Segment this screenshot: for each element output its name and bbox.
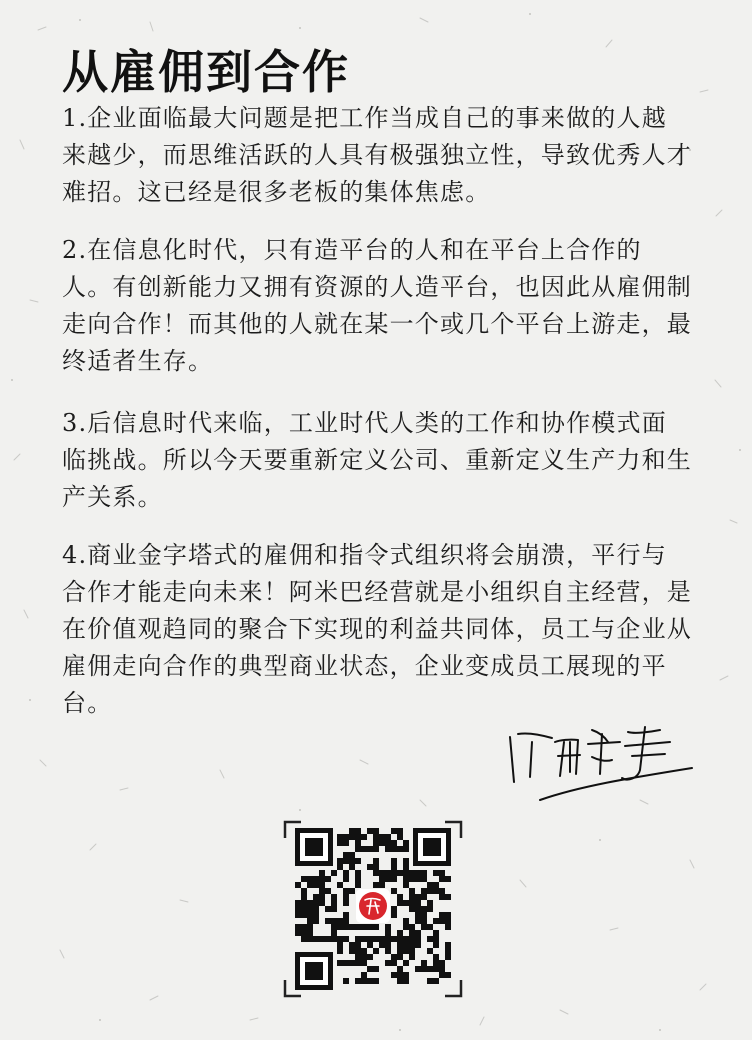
qr-module xyxy=(403,864,409,870)
qr-module xyxy=(415,966,421,972)
qr-module xyxy=(403,870,409,876)
qr-module xyxy=(415,870,421,876)
handwritten-signature xyxy=(500,712,700,807)
qr-module xyxy=(379,882,385,888)
qr-module xyxy=(409,894,415,900)
qr-module xyxy=(409,876,415,882)
qr-module xyxy=(361,954,367,960)
qr-module xyxy=(349,864,355,870)
qr-module xyxy=(433,888,439,894)
qr-module xyxy=(355,858,361,864)
qr-module xyxy=(439,918,445,924)
qr-module xyxy=(385,834,391,840)
qr-module xyxy=(349,828,355,834)
qr-module xyxy=(367,966,373,972)
qr-module xyxy=(349,948,355,954)
qr-module xyxy=(355,948,361,954)
qr-module xyxy=(373,870,379,876)
qr-module xyxy=(385,942,391,948)
qr-module xyxy=(325,906,331,912)
qr-module xyxy=(367,978,373,984)
qr-module xyxy=(301,906,307,912)
qr-module xyxy=(397,972,403,978)
qr-module xyxy=(415,936,421,942)
qr-module xyxy=(367,942,373,948)
qr-module xyxy=(385,870,391,876)
qr-center-logo xyxy=(356,889,390,923)
qr-module xyxy=(409,942,415,948)
qr-module xyxy=(355,870,361,876)
qr-module xyxy=(325,936,331,942)
qr-code xyxy=(283,820,463,998)
qr-module xyxy=(373,966,379,972)
qr-module xyxy=(343,870,349,876)
qr-module xyxy=(367,936,373,942)
qr-module xyxy=(295,924,301,930)
qr-module xyxy=(301,888,307,894)
qr-module xyxy=(343,960,349,966)
qr-module xyxy=(313,912,319,918)
qr-module xyxy=(397,870,403,876)
qr-module xyxy=(373,858,379,864)
qr-module xyxy=(331,870,337,876)
qr-module xyxy=(313,918,319,924)
qr-module xyxy=(391,954,397,960)
qr-module xyxy=(379,936,385,942)
qr-module xyxy=(409,906,415,912)
qr-module xyxy=(415,912,421,918)
qr-module xyxy=(403,882,409,888)
qr-module xyxy=(355,828,361,834)
qr-module xyxy=(397,978,403,984)
qr-module xyxy=(373,846,379,852)
qr-module xyxy=(427,948,433,954)
qr-module xyxy=(439,960,445,966)
qr-module xyxy=(403,948,409,954)
qr-module xyxy=(427,924,433,930)
qr-module xyxy=(391,858,397,864)
qr-module xyxy=(373,948,379,954)
qr-module xyxy=(301,936,307,942)
qr-module xyxy=(355,960,361,966)
qr-module xyxy=(397,834,403,840)
qr-module xyxy=(343,876,349,882)
qr-module xyxy=(409,936,415,942)
qr-module xyxy=(355,954,361,960)
qr-module xyxy=(337,858,343,864)
qr-module xyxy=(427,966,433,972)
qr-module xyxy=(343,840,349,846)
qr-module xyxy=(343,912,349,918)
qr-module xyxy=(397,930,403,936)
qr-module xyxy=(433,882,439,888)
qr-module xyxy=(445,924,451,930)
qr-module xyxy=(385,846,391,852)
qr-module xyxy=(427,882,433,888)
qr-module xyxy=(409,888,415,894)
qr-module xyxy=(343,894,349,900)
paragraph-3: 3.后信息时代来临，工业时代人类的工作和协作模式面临挑战。所以今天要重新定义公司、重新定义生产力和生产关系。 xyxy=(62,409,692,511)
qr-module xyxy=(415,942,421,948)
qr-module xyxy=(343,900,349,906)
qr-module xyxy=(433,960,439,966)
qr-module xyxy=(445,876,451,882)
qr-module xyxy=(313,894,319,900)
qr-module xyxy=(361,834,367,840)
qr-module xyxy=(397,900,403,906)
qr-module xyxy=(313,876,319,882)
qr-module xyxy=(313,936,319,942)
qr-module xyxy=(391,828,397,834)
qr-module xyxy=(433,870,439,876)
qr-module xyxy=(331,906,337,912)
qr-module xyxy=(385,840,391,846)
qr-module xyxy=(373,978,379,984)
qr-module xyxy=(361,924,367,930)
qr-module xyxy=(367,864,373,870)
qr-module xyxy=(433,918,439,924)
paragraph-4: 4.商业金字塔式的雇佣和指令式组织将会崩溃，平行与合作才能走向未来！阿米巴经营就是小组织自主经营，是在价值观趋同的聚合下实现的利益共同体，员工与企业从雇佣走向合作的典型商业状态，企业变成员工展现的平台。 xyxy=(62,541,692,717)
qr-module xyxy=(343,918,349,924)
qr-module xyxy=(421,924,427,930)
qr-module xyxy=(307,912,313,918)
qr-module xyxy=(349,960,355,966)
qr-module xyxy=(403,858,409,864)
qr-module xyxy=(295,912,301,918)
qr-module xyxy=(319,900,325,906)
qr-module xyxy=(307,936,313,942)
qr-module xyxy=(421,870,427,876)
qr-module xyxy=(295,900,301,906)
qr-module xyxy=(415,906,421,912)
page-title: 从雇佣到合作 xyxy=(62,45,350,99)
qr-module xyxy=(343,858,349,864)
qr-module xyxy=(379,834,385,840)
qr-module xyxy=(403,960,409,966)
qr-module xyxy=(403,900,409,906)
qr-module xyxy=(355,936,361,942)
qr-module xyxy=(385,930,391,936)
qr-module xyxy=(367,954,373,960)
qr-module xyxy=(319,882,325,888)
qr-module xyxy=(391,840,397,846)
qr-module xyxy=(307,918,313,924)
qr-module xyxy=(403,876,409,882)
qr-module xyxy=(421,888,427,894)
qr-module xyxy=(391,864,397,870)
qr-finder-top-left xyxy=(295,828,333,866)
qr-module xyxy=(385,948,391,954)
qr-module xyxy=(415,930,421,936)
qr-module xyxy=(427,936,433,942)
qr-module xyxy=(343,936,349,942)
qr-module xyxy=(307,900,313,906)
qr-module xyxy=(427,888,433,894)
qr-module xyxy=(409,954,415,960)
qr-module xyxy=(343,888,349,894)
qr-module xyxy=(421,918,427,924)
qr-module xyxy=(325,876,331,882)
qr-module xyxy=(367,846,373,852)
qr-module xyxy=(373,840,379,846)
qr-module xyxy=(391,888,397,894)
qr-module xyxy=(325,888,331,894)
qr-module xyxy=(409,948,415,954)
qr-module xyxy=(343,978,349,984)
qr-module xyxy=(343,834,349,840)
qr-module xyxy=(409,924,415,930)
qr-module xyxy=(379,840,385,846)
qr-module xyxy=(373,834,379,840)
qr-module xyxy=(427,900,433,906)
qr-module xyxy=(367,828,373,834)
qr-module xyxy=(391,936,397,942)
qr-module xyxy=(403,840,409,846)
qr-module xyxy=(337,864,343,870)
qr-module xyxy=(439,972,445,978)
qr-module xyxy=(319,894,325,900)
qr-module xyxy=(445,912,451,918)
paragraph-2: 2.在信息化时代，只有造平台的人和在平台上合作的人。有创新能力又拥有资源的人造平台，也因此从雇佣制走向合作！而其他的人就在某一个或几个平台上游走，最终适者生存。 xyxy=(62,236,692,375)
qr-module xyxy=(337,948,343,954)
qr-module xyxy=(319,870,325,876)
qr-module xyxy=(355,876,361,882)
qr-finder-bottom-left xyxy=(295,952,333,990)
qr-module xyxy=(301,900,307,906)
qr-module xyxy=(355,978,361,984)
qr-module xyxy=(421,966,427,972)
qr-module xyxy=(391,912,397,918)
qr-module xyxy=(415,918,421,924)
qr-module xyxy=(403,972,409,978)
qr-module xyxy=(313,900,319,906)
qr-module xyxy=(403,846,409,852)
qr-module xyxy=(433,936,439,942)
qr-module xyxy=(397,966,403,972)
qr-module xyxy=(337,936,343,942)
qr-module xyxy=(361,948,367,954)
qr-module xyxy=(415,900,421,906)
qr-module xyxy=(301,894,307,900)
qr-module xyxy=(307,906,313,912)
qr-module xyxy=(337,918,343,924)
qr-module xyxy=(421,960,427,966)
qr-module xyxy=(379,870,385,876)
qr-module xyxy=(349,852,355,858)
qr-module xyxy=(427,906,433,912)
qr-module xyxy=(355,834,361,840)
qr-module xyxy=(439,912,445,918)
qr-module xyxy=(343,852,349,858)
qr-module xyxy=(295,882,301,888)
qr-module xyxy=(439,894,445,900)
qr-module xyxy=(385,960,391,966)
qr-module xyxy=(349,888,355,894)
qr-module xyxy=(397,954,403,960)
qr-finder-top-right xyxy=(413,828,451,866)
qr-module xyxy=(331,924,337,930)
qr-module xyxy=(355,942,361,948)
qr-module xyxy=(373,864,379,870)
qr-module xyxy=(391,960,397,966)
qr-module xyxy=(301,912,307,918)
qr-module xyxy=(391,972,397,978)
qr-module xyxy=(391,870,397,876)
qr-module xyxy=(445,954,451,960)
qr-module xyxy=(325,918,331,924)
qr-module xyxy=(367,924,373,930)
qr-module xyxy=(307,930,313,936)
qr-module xyxy=(355,840,361,846)
qr-module xyxy=(337,882,343,888)
qr-module xyxy=(433,930,439,936)
qr-module xyxy=(445,918,451,924)
qr-module xyxy=(373,828,379,834)
qr-module xyxy=(361,960,367,966)
qr-module xyxy=(385,876,391,882)
qr-module xyxy=(331,930,337,936)
qr-module xyxy=(379,876,385,882)
qr-module xyxy=(433,942,439,948)
qr-module xyxy=(415,876,421,882)
qr-module xyxy=(391,906,397,912)
qr-module xyxy=(319,876,325,882)
qr-module xyxy=(433,978,439,984)
qr-module xyxy=(421,906,427,912)
qr-module xyxy=(445,894,451,900)
qr-module xyxy=(379,942,385,948)
qr-module xyxy=(313,906,319,912)
qr-module xyxy=(385,936,391,942)
qr-module xyxy=(337,840,343,846)
qr-module xyxy=(337,834,343,840)
qr-module xyxy=(397,894,403,900)
qr-module xyxy=(301,924,307,930)
qr-module xyxy=(433,954,439,960)
qr-module xyxy=(331,918,337,924)
qr-module xyxy=(337,924,343,930)
qr-module xyxy=(433,966,439,972)
qr-module xyxy=(319,888,325,894)
paragraph-1: 1.企业面临最大问题是把工作当成自己的事来做的人越来越少，而思维活跃的人具有极强独立性，导致优秀人才难招。这已经是很多老板的集体焦虑。 xyxy=(62,104,692,206)
qr-module xyxy=(337,960,343,966)
qr-module xyxy=(415,894,421,900)
qr-module xyxy=(349,924,355,930)
qr-module xyxy=(403,918,409,924)
qr-module xyxy=(421,912,427,918)
qr-module xyxy=(343,924,349,930)
qr-module xyxy=(385,924,391,930)
qr-module xyxy=(355,882,361,888)
qr-module xyxy=(445,948,451,954)
qr-module xyxy=(391,846,397,852)
qr-module xyxy=(307,876,313,882)
qr-module xyxy=(355,924,361,930)
qr-module xyxy=(361,978,367,984)
qr-module xyxy=(331,936,337,942)
qr-module xyxy=(307,924,313,930)
qr-module xyxy=(445,942,451,948)
qr-module xyxy=(295,906,301,912)
qr-module xyxy=(397,942,403,948)
qr-module xyxy=(397,936,403,942)
qr-module xyxy=(403,924,409,930)
qr-module xyxy=(421,894,427,900)
qr-module xyxy=(409,930,415,936)
qr-module xyxy=(397,828,403,834)
qr-module xyxy=(349,942,355,948)
qr-module xyxy=(337,942,343,948)
qr-module xyxy=(427,978,433,984)
qr-module xyxy=(439,876,445,882)
qr-module xyxy=(421,876,427,882)
qr-module xyxy=(409,900,415,906)
qr-module xyxy=(403,978,409,984)
qr-module xyxy=(307,882,313,888)
qr-module xyxy=(295,930,301,936)
qr-module xyxy=(445,972,451,978)
qr-module xyxy=(439,888,445,894)
qr-module xyxy=(331,894,337,900)
qr-module xyxy=(397,846,403,852)
qr-module xyxy=(349,834,355,840)
qr-module xyxy=(403,936,409,942)
qr-module xyxy=(391,876,397,882)
qr-module xyxy=(361,846,367,852)
qr-module xyxy=(397,948,403,954)
qr-module xyxy=(439,966,445,972)
qr-module xyxy=(313,882,319,888)
qr-module xyxy=(439,870,445,876)
qr-module xyxy=(355,846,361,852)
qr-module xyxy=(373,924,379,930)
qr-module xyxy=(301,930,307,936)
qr-module xyxy=(361,972,367,978)
qr-module xyxy=(349,858,355,864)
qr-module xyxy=(319,936,325,942)
qr-module xyxy=(301,876,307,882)
qr-module xyxy=(409,870,415,876)
qr-module xyxy=(403,942,409,948)
qr-module xyxy=(373,936,379,942)
qr-module xyxy=(331,900,337,906)
qr-module xyxy=(373,882,379,888)
qr-module xyxy=(361,936,367,942)
